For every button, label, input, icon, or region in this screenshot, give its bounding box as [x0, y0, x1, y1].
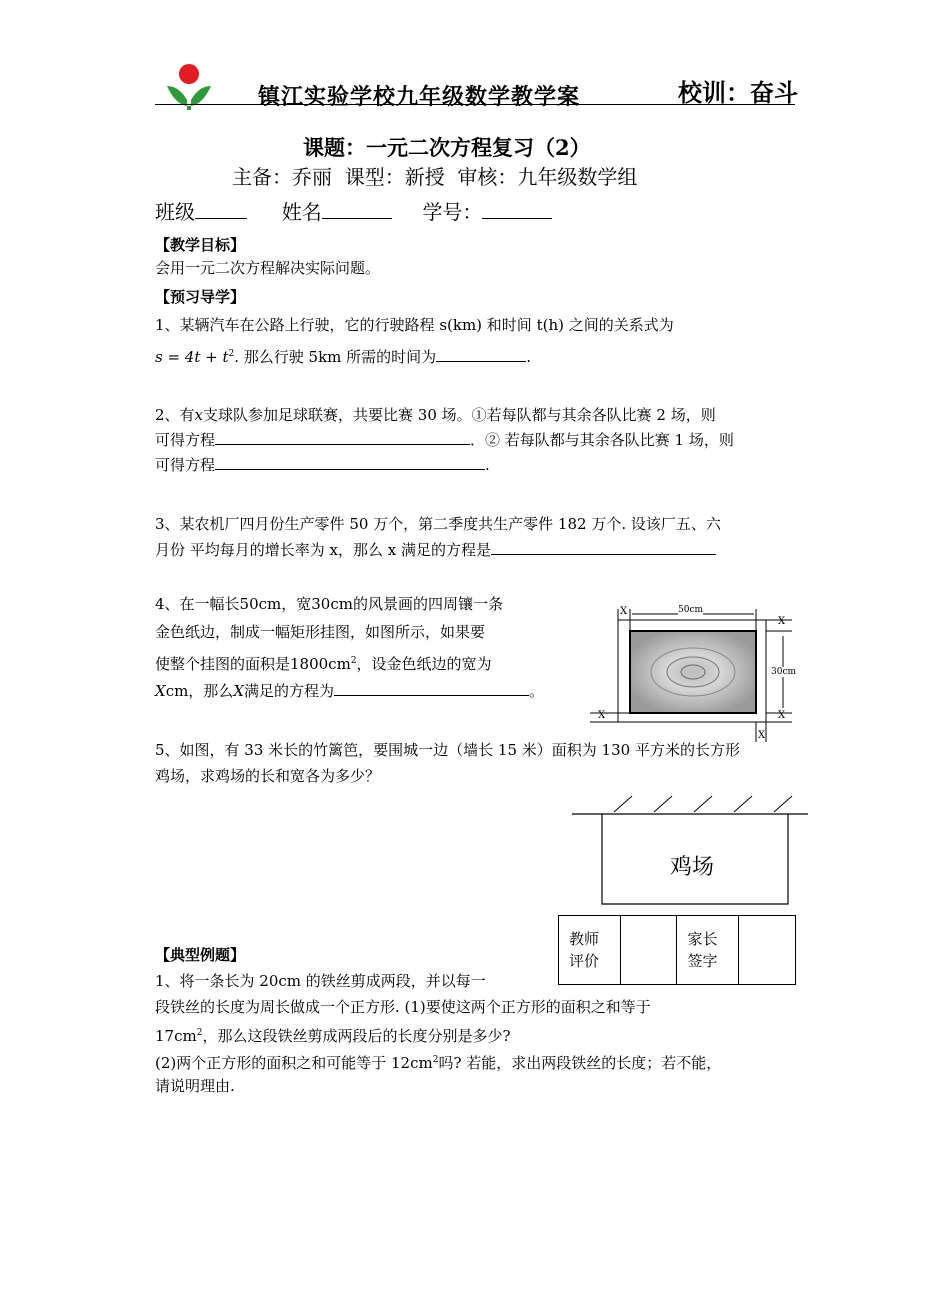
q1-line2 [155, 342, 531, 369]
q4-fig-height-label: 30cm [771, 667, 797, 677]
ex1-l4a: (2)两个正方形的面积之和可能等于 12cm [155, 1054, 433, 1072]
q4-blank[interactable] [334, 679, 529, 696]
q1-text: . 那么行驶 5km 所需的时间为 [234, 348, 437, 366]
ex1-l3a: 17cm [155, 1027, 197, 1045]
q4-end: 。 [529, 682, 545, 700]
ex1-line3 [155, 1021, 511, 1048]
number-field[interactable] [482, 202, 552, 219]
examples-heading: 【典型例题】 [155, 946, 246, 964]
q5-line2: 鸡场，求鸡场的长和宽各为多少？ [155, 767, 381, 785]
q4-var2: X [233, 682, 244, 700]
q4-var1: X [155, 682, 166, 700]
q5-figure-label: 鸡场 [670, 855, 715, 880]
q4-fig-x-top: X [620, 606, 628, 617]
q4-l4a: cm，那么 [165, 682, 234, 700]
q4-l4b: 满足的方程为 [244, 682, 335, 700]
ex1-line1: 1、将一条长为 20cm 的铁丝剪成两段，并以每一 [155, 972, 486, 990]
q2-l2a: 可得方程 [155, 431, 216, 449]
q4-l3b: ，设金色纸边的宽为 [356, 655, 492, 673]
page-title: 课题：一元二次方程复习（2） [303, 135, 591, 160]
ex1-line2: 段铁丝的长度为周长做成一个正方形. (1)要使这两个正方形的面积之和等于 [155, 998, 651, 1016]
school-motto: 校训：奋斗 [678, 78, 798, 107]
q2-a: 2、有 [155, 406, 195, 424]
q4-line1: 4、在一幅长50cm，宽30cm的风景画的四周镶一条 [155, 595, 503, 613]
q4-fig-x-left: X [598, 710, 606, 721]
q4-fig-width-label: 50cm [678, 605, 704, 615]
q4-fig-x-br: X [778, 710, 786, 721]
q3-line2 [155, 538, 716, 562]
q2-l3a: 可得方程 [155, 456, 216, 474]
parent-sign-l1: 家长 [687, 930, 718, 948]
ex1-l4b: 吗? 若能，求出两段铁丝的长度；若不能， [438, 1054, 722, 1072]
q2-l3end: . [485, 456, 490, 474]
q4-figure [586, 600, 800, 745]
preview-heading: 【预习导学】 [155, 288, 246, 306]
q3-line1: 3、某农机厂四月份生产零件 50 万个，第二季度共生产零件 182 万个. 设该厂五、六 [155, 515, 721, 533]
q2-b: 支球队参加足球联赛，共要比赛 30 场。①若每队都与其余各队比赛 2 场，则 [203, 406, 716, 424]
teacher-eval-label [559, 916, 621, 985]
q2-blank1[interactable] [215, 428, 470, 445]
q1-line1: 1、某辆汽车在公路上行驶，它的行驶路程 s(km) 和时间 t(h) 之间的关系式为 [155, 316, 674, 334]
q5-line1: 5、如图，有 33 米长的竹篱笆，要围城一边（墙长 15 米）面积为 130 平方米的长方形 [155, 741, 740, 759]
parent-sign-cell[interactable] [739, 916, 796, 985]
teacher-eval-l1: 教师 [569, 930, 600, 948]
ex1-line4 [155, 1048, 721, 1075]
ex1-l3exp: 2 [196, 1028, 203, 1038]
q2-blank2[interactable] [215, 453, 485, 470]
goals-text: 会用一元二次方程解决实际问题。 [155, 259, 381, 277]
q2-var: x [194, 406, 204, 424]
number-label: 学号： [422, 200, 483, 224]
q4-fig-x-bottom: X [758, 730, 766, 741]
ex1-l3b: ，那么这段铁丝剪成两段后的长度分别是多少? [202, 1027, 511, 1045]
goals-heading: 【教学目标】 [155, 236, 246, 254]
q2-l2b: ．② 若每队都与其余各队比赛 1 场，则 [470, 431, 734, 449]
q2-line3 [155, 453, 490, 477]
q2-line1 [155, 403, 716, 427]
name-label: 姓名 [281, 200, 322, 224]
q1-exp: 2 [228, 349, 235, 359]
q4-l3a: 使整个挂图的面积是1800cm [155, 655, 351, 673]
parent-sign-label [677, 916, 739, 985]
q3-l2: 月份 平均每月的增长率为 x，那么 x 满足的方程是 [155, 541, 491, 559]
parent-sign-l2: 签字 [687, 952, 718, 970]
school-title: 镇江实验学校九年级数学教学案 [258, 84, 581, 110]
name-field[interactable] [322, 202, 392, 219]
q1-formula: s = 4t + t [155, 348, 229, 366]
class-label: 班级 [155, 200, 195, 224]
q4-line3 [155, 649, 492, 676]
q2-line2 [155, 428, 734, 452]
meta-line: 主备：乔丽 课型：新授 审核：九年级数学组 [232, 165, 638, 189]
ex1-line5: 请说明理由. [155, 1077, 235, 1095]
evaluation-table [558, 915, 796, 985]
class-field[interactable] [195, 202, 247, 219]
q4-line2: 金色纸边，制成一幅矩形挂图，如图所示，如果要 [155, 623, 486, 641]
q1-end: . [526, 348, 531, 366]
q4-line4 [155, 679, 544, 703]
q4-fig-x-right: X [778, 616, 786, 627]
q5-figure [570, 792, 810, 908]
header-rule [155, 104, 795, 105]
student-info [155, 196, 552, 225]
ex1-l4exp: 2 [432, 1055, 439, 1065]
teacher-eval-cell[interactable] [620, 916, 677, 985]
q4-l3exp: 2 [350, 656, 357, 666]
teacher-eval-l2: 评价 [569, 952, 600, 970]
q3-blank[interactable] [491, 538, 716, 555]
q1-answer-blank[interactable] [436, 345, 526, 362]
